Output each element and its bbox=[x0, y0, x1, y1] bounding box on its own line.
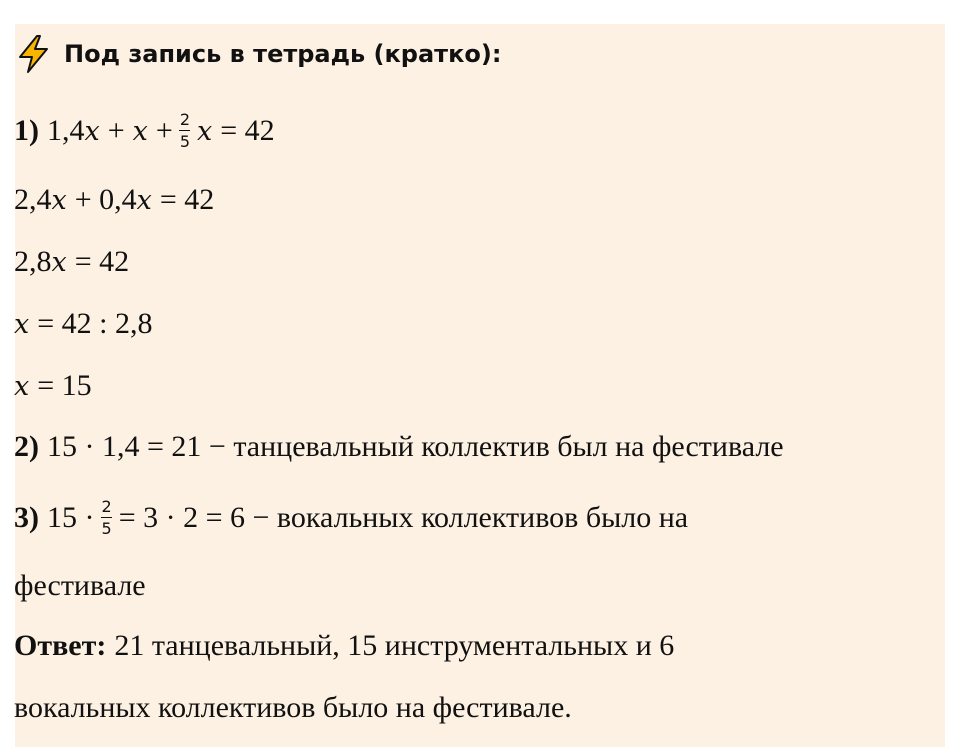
fraction-numerator: 2 bbox=[101, 496, 112, 516]
fraction bbox=[101, 496, 113, 539]
fraction bbox=[179, 109, 191, 152]
answer-text-1: 21 танцевальный, 15 инструментальных и 6 bbox=[114, 629, 675, 662]
fraction-denominator: 5 bbox=[179, 132, 190, 152]
equation-line-5 bbox=[14, 364, 92, 408]
variable: x bbox=[132, 115, 148, 147]
equation-line-3 bbox=[14, 240, 129, 284]
operator: + bbox=[107, 114, 125, 147]
variable: x bbox=[51, 246, 67, 278]
coefficient: 2,4 bbox=[14, 183, 52, 216]
coefficient: 2,8 bbox=[14, 245, 52, 278]
answer-line-1 bbox=[14, 624, 674, 668]
answer-line-2 bbox=[14, 686, 572, 730]
step-number: 3) bbox=[14, 501, 39, 534]
step-3-pre: 15 · bbox=[47, 501, 95, 534]
step-number: 1) bbox=[14, 114, 39, 147]
fraction-numerator: 2 bbox=[179, 109, 190, 129]
variable: x bbox=[51, 184, 67, 216]
equals-value: = 42 bbox=[159, 183, 215, 216]
header-title: Под запись в тетрадь (кратко): bbox=[64, 40, 502, 68]
equals-value: = 42 : 2,8 bbox=[37, 307, 153, 340]
equation-line-4 bbox=[14, 302, 153, 346]
variable: x bbox=[14, 370, 30, 402]
step-3-cont-text: фестивале bbox=[14, 569, 146, 602]
variable: x bbox=[197, 115, 213, 147]
variable: x bbox=[84, 115, 100, 147]
equals-value: = 42 bbox=[74, 245, 130, 278]
answer-label: Ответ: bbox=[14, 629, 107, 662]
step-2-text: 15 · 1,4 = 21 − танцевальный коллектив был на фестивале bbox=[47, 430, 784, 463]
variable: x bbox=[14, 308, 30, 340]
term: + 0,4 bbox=[74, 183, 137, 216]
equation-line-1 bbox=[14, 103, 275, 159]
fraction-denominator: 5 bbox=[101, 519, 112, 539]
variable: x bbox=[136, 184, 152, 216]
header bbox=[14, 30, 501, 78]
coefficient: 1,4 bbox=[47, 114, 85, 147]
equation-line-2 bbox=[14, 178, 214, 222]
step-number: 2) bbox=[14, 430, 39, 463]
operator: + bbox=[155, 114, 173, 147]
step-3-continuation bbox=[14, 564, 146, 608]
answer-text-2: вокальных коллективов было на фестивале. bbox=[14, 691, 572, 724]
step-2-line bbox=[14, 425, 784, 469]
step-3-line bbox=[14, 490, 688, 546]
equals-value: = 15 bbox=[37, 369, 92, 402]
step-3-text: = 3 · 2 = 6 − вокальных коллективов было на bbox=[118, 501, 689, 534]
lightning-icon bbox=[14, 34, 54, 74]
equals-value: = 42 bbox=[220, 114, 275, 147]
